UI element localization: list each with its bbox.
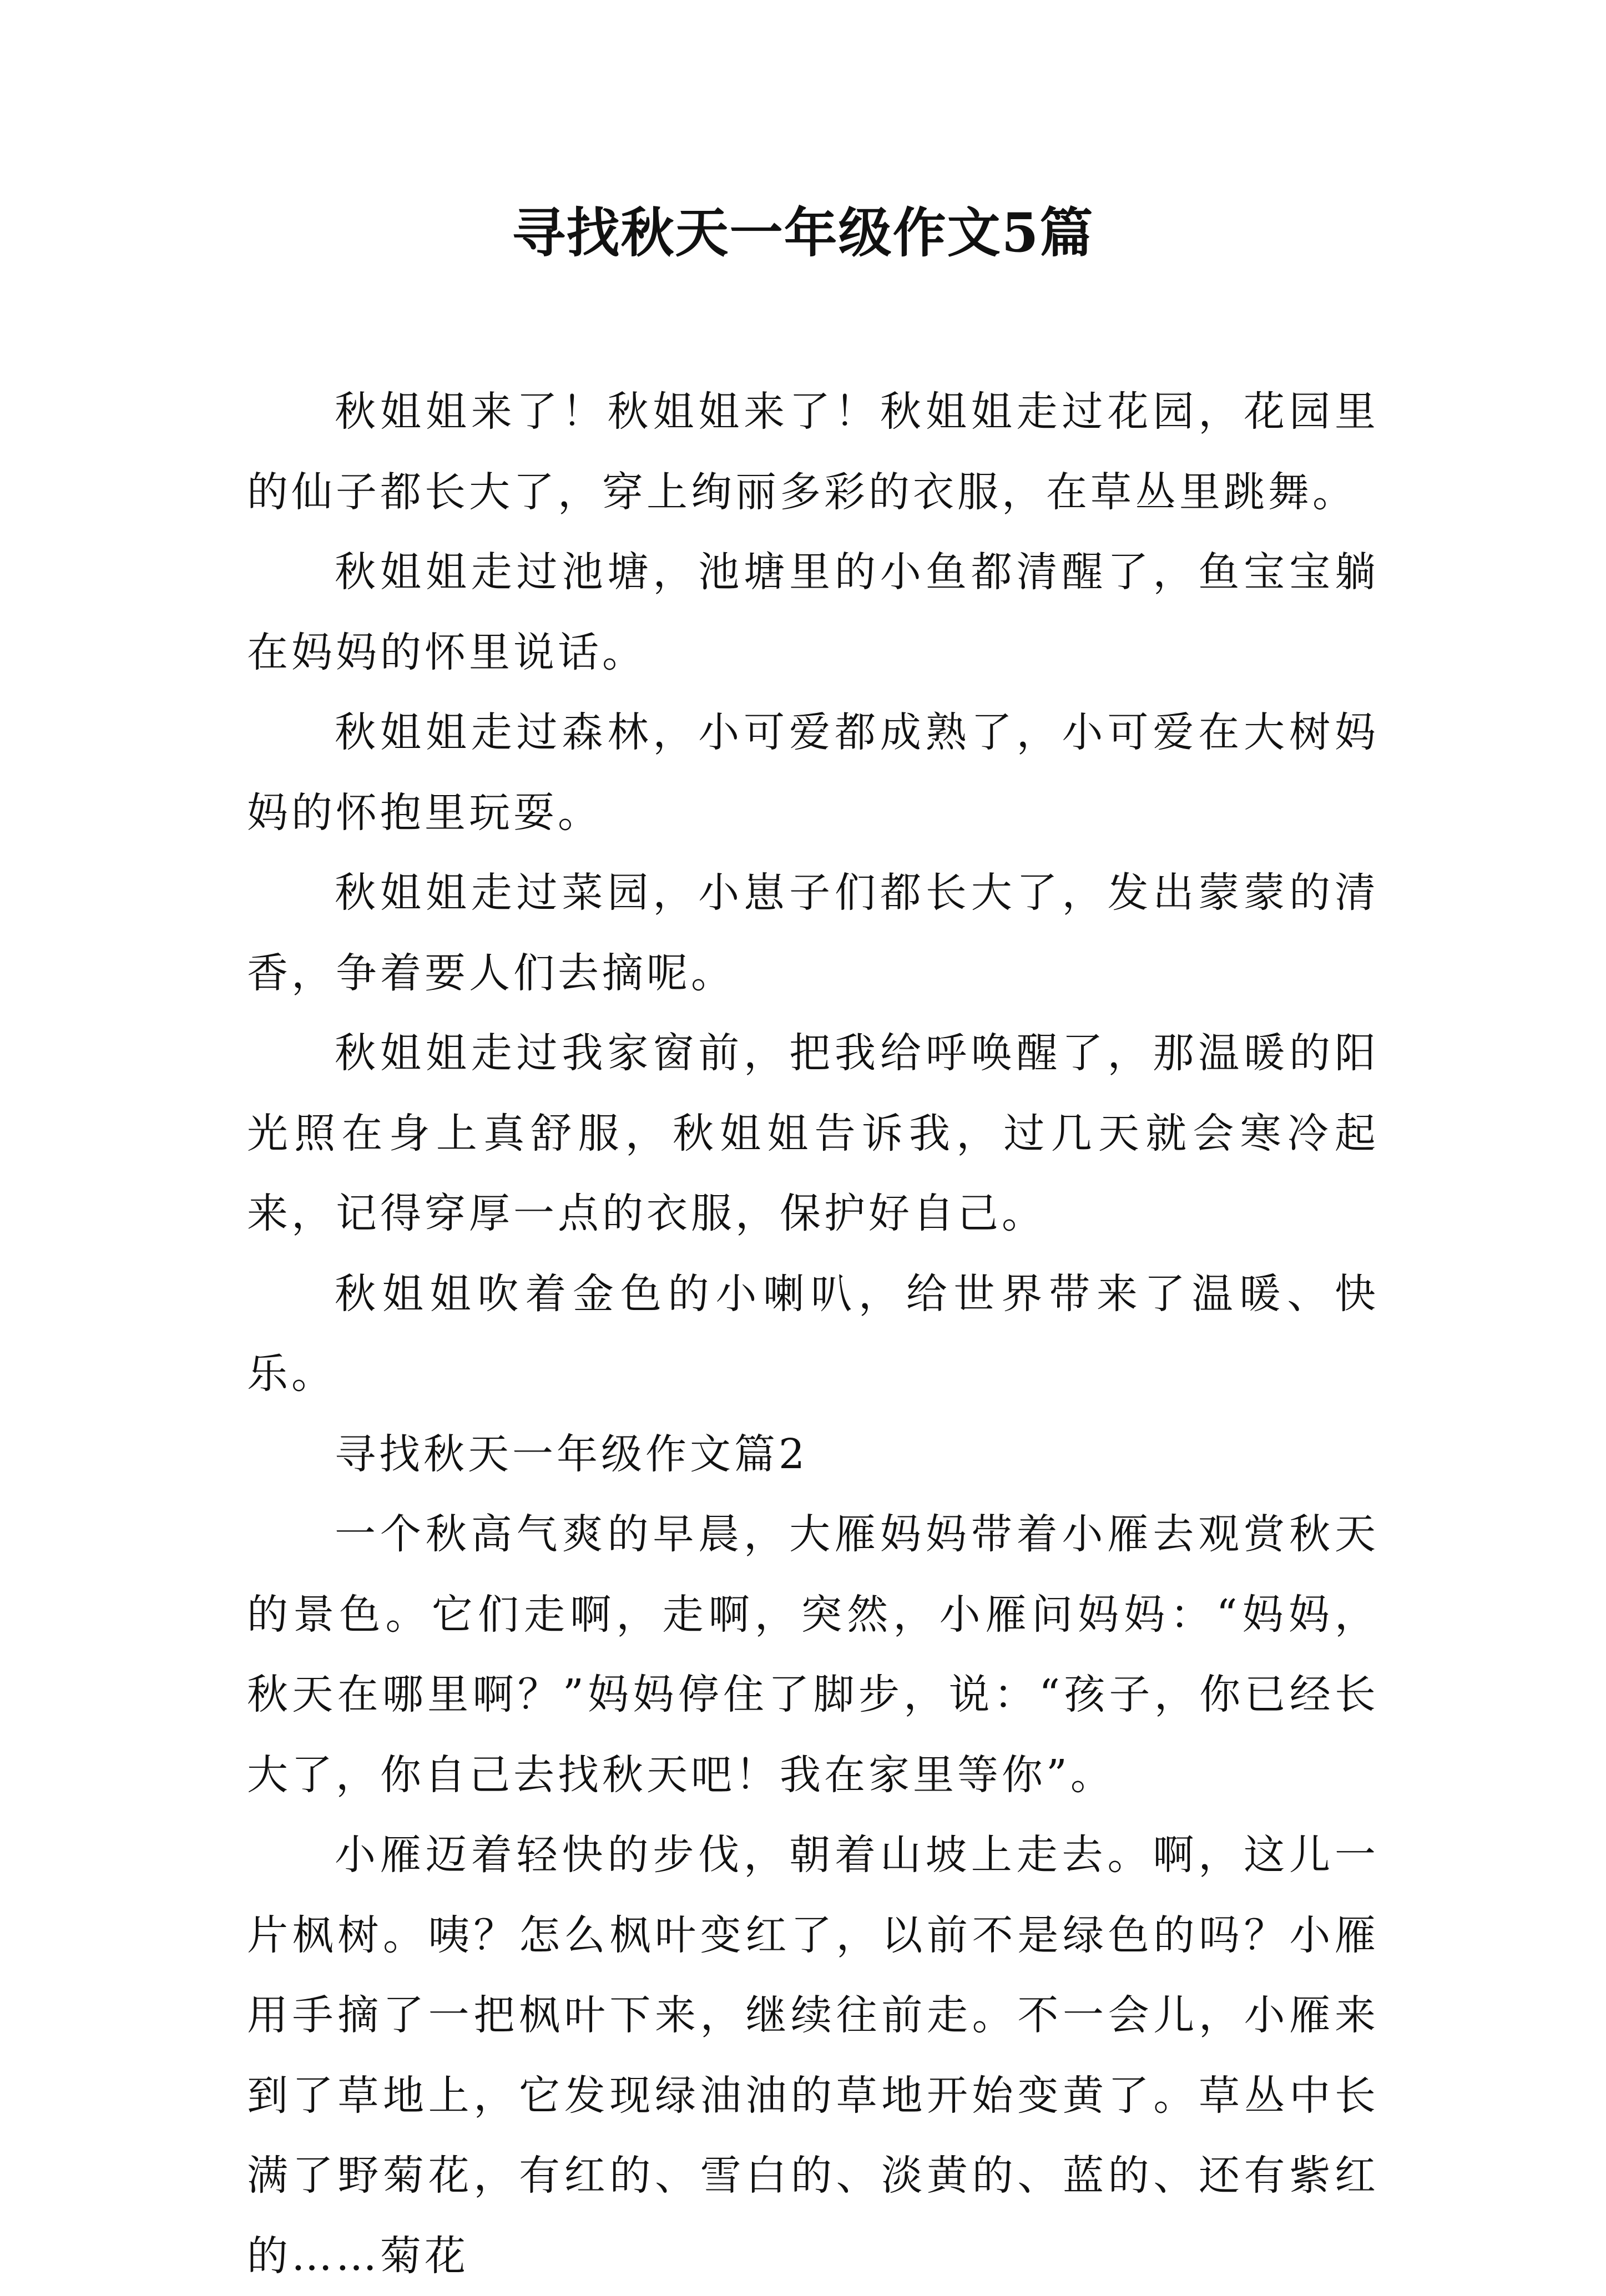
paragraph: 秋姐姐走过菜园，小崽子们都长大了，发出蒙蒙的清香，争着要人们去摘呢。 <box>247 869 1379 997</box>
paragraph: 秋姐姐走过森林，小可爱都成熟了，小可爱在大树妈妈的怀抱里玩耍。 <box>247 709 1379 837</box>
document-title: 寻找秋天一年级作文5篇 <box>512 201 1094 264</box>
document-body <box>247 372 1379 2296</box>
paragraph: 秋姐姐走过池塘，池塘里的小鱼都清醒了，鱼宝宝躺在妈妈的怀里说话。 <box>247 548 1379 676</box>
paragraph: 一个秋高气爽的早晨，大雁妈妈带着小雁去观赏秋天的景色。它们走啊，走啊，突然，小雁问妈妈：“妈妈，秋天在哪里啊？”妈妈停住了脚步，说：“孩子，你已经长大了，你自己去找秋天吧！我在家里等你”。 <box>247 1510 1379 1799</box>
paragraph: 秋姐姐来了！秋姐姐来了！秋姐姐走过花园，花园里的仙子都长大了，穿上绚丽多彩的衣服，在草丛里跳舞。 <box>247 388 1379 516</box>
paragraph: 秋姐姐走过我家窗前，把我给呼唤醒了，那温暖的阳光照在身上真舒服，秋姐姐告诉我，过几天就会寒冷起来，记得穿厚一点的衣服，保护好自己。 <box>247 1029 1379 1237</box>
paragraph: 小雁迈着轻快的步伐，朝着山坡上走去。啊，这儿一片枫树。咦？怎么枫叶变红了，以前不是绿色的吗？小雁用手摘了一把枫叶下来，继续往前走。不一会儿，小雁来到了草地上，它发现绿油油的草地开始变黄了。草丛中长满了野菊花，有红的、雪白的、淡黄的、蓝的、还有紫红的……菊花 <box>247 1831 1379 2280</box>
section-heading: 寻找秋天一年级作文篇2 <box>335 1430 809 1478</box>
paragraph: 秋姐姐吹着金色的小喇叭，给世界带来了温暖、快乐。 <box>247 1270 1379 1398</box>
